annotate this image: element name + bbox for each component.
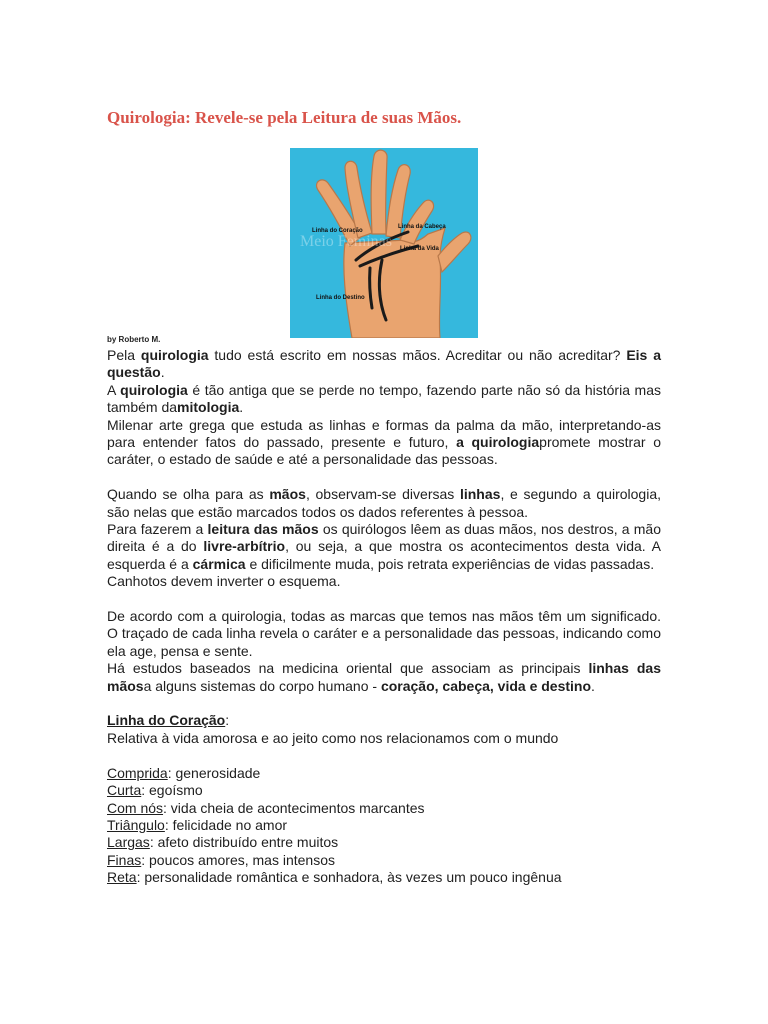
trait-item: Reta: personalidade romântica e sonhadora, às vezes um pouco ingênua: [107, 869, 562, 886]
palm-illustration: [290, 148, 478, 338]
paragraph: Há estudos baseados na medicina oriental que associam as principais linhas das mãosa alguns sistemas do corpo humano - coração, cabeça, vida e destino.: [107, 660, 662, 694]
trait-item: Com nós: vida cheia de acontecimentos marcantes: [107, 799, 425, 816]
document-title: Quirologia: Revele-se pela Leitura de suas Mãos.: [107, 108, 462, 127]
paragraph: De acordo com a quirologia, todas as marcas que temos nas mãos têm um significado. O traçado de cada linha revela o caráter e a personalidade das pessoas, indicando como ela age, pensa e sente.: [107, 608, 661, 659]
trait-item: Largas: afeto distribuído entre muitos: [107, 834, 339, 851]
section-heading: Linha do Coração:: [107, 712, 230, 729]
label-fate-line: Linha do Destino: [316, 295, 365, 301]
byline: by Roberto M.: [107, 335, 161, 344]
section-intro: Relativa à vida amorosa e ao jeito como nos relacionamos com o mundo: [107, 729, 559, 746]
trait-list: [107, 765, 661, 887]
paragraph: Para fazerem a leitura das mãos os quirólogos lêem as duas mãos, nos destros, a mão direita é a do livre-arbítrio, ou seja, a que mostra os acontecimentos desta vida. A esquerda é a cármica e dificilmente muda, pois retrata experiências de vidas passadas.: [107, 521, 661, 572]
figure-watermark: Meio Feminas: [300, 233, 392, 250]
trait-item: Comprida: generosidade: [107, 764, 261, 781]
paragraph: Pela quirologia tudo está escrito em nossas mãos. Acreditar ou não acreditar? Eis a questão.: [107, 347, 661, 381]
paragraph: Milenar arte grega que estuda as linhas e formas da palma da mão, interpretando-as para entender fatos do passado, presente e futuro, a quirologiapromete mostrar o caráter, o estado de saúde e até a personalidade das pessoas.: [107, 416, 662, 468]
paragraph: Canhotos devem inverter o esquema.: [107, 573, 341, 590]
article-body: [107, 347, 661, 887]
trait-item: Curta: egoísmo: [107, 782, 203, 799]
paragraph: Quando se olha para as mãos, observam-se diversas linhas, e segundo a quirologia, são nelas que estão marcados todos os dados referentes à pessoa.: [107, 486, 661, 520]
paragraph: A quirologia é tão antiga que se perde no tempo, fazendo parte não só da história mas também damitologia.: [107, 381, 661, 416]
label-head-line: Linha da Cabeça: [398, 224, 446, 230]
trait-item: Triângulo: felicidade no amor: [107, 816, 288, 833]
label-life-line: Linha da Vida: [400, 246, 439, 252]
trait-item: Finas: poucos amores, mas intensos: [107, 851, 335, 868]
label-heart-line: Linha do Coração: [312, 228, 363, 234]
